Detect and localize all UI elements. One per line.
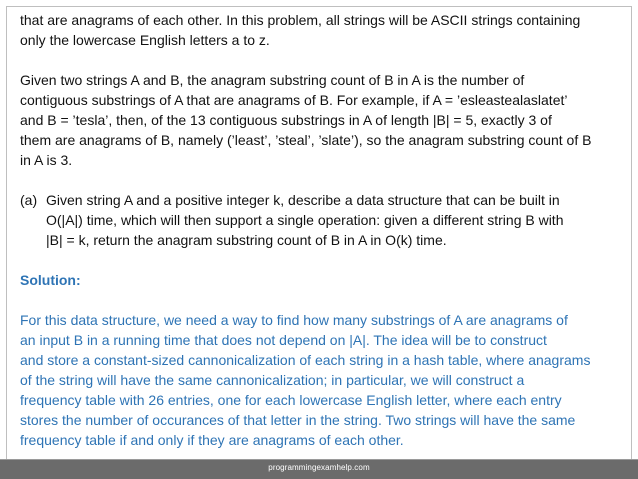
spacer: [20, 50, 620, 70]
spacer: [20, 170, 620, 190]
definition-paragraph: Given two strings A and B, the anagram substring count of B in A is the number of contiguous substrings of A that are anagrams of B. For example, if A = ’esleastealaslatet’ and B = ’tesla’, then, of the 13 contiguous substrings in A of length |B| = 5, exactly 3 of them are anagrams of B, namely (’least’, ’steal’, ’slate’), so the anagram substring count of B in A is 3.: [20, 72, 592, 168]
solution-paragraph: For this data structure, we need a way to find how many substrings of A are anagrams of an input B in a running time that does not depend on |A|. The idea will be to construct and store a constant-sized cannonicalization of each string in a hash table, where anagrams of the string will have the same cannonicalization; in particular, we will construct a frequency table with 26 entries, one for each lowercase English letter, where each entry stores the number of occurances of that letter in the string. Two strings will have the same frequency table if and only if they are anagrams of each other.: [20, 312, 591, 448]
spacer: [20, 290, 620, 310]
footer-website: programmingexamhelp.com: [268, 463, 370, 472]
part-a-text: Given string A and a positive integer k, describe a data structure that can be built in O(|A|) time, which will then support a single operation: given a different string B with |B| = k, return the anagram substring count of B in A in O(k) time.: [46, 192, 564, 248]
intro-paragraph: that are anagrams of each other. In this problem, all strings will be ASCII strings containing only the lowercase English letters a to z.: [20, 12, 581, 48]
footer-bar: [0, 459, 638, 479]
spacer: [20, 250, 620, 270]
solution-heading: Solution:: [20, 272, 81, 288]
part-a-label: (a): [20, 192, 38, 208]
part-a-item: [20, 190, 620, 250]
document-content: [20, 10, 620, 450]
